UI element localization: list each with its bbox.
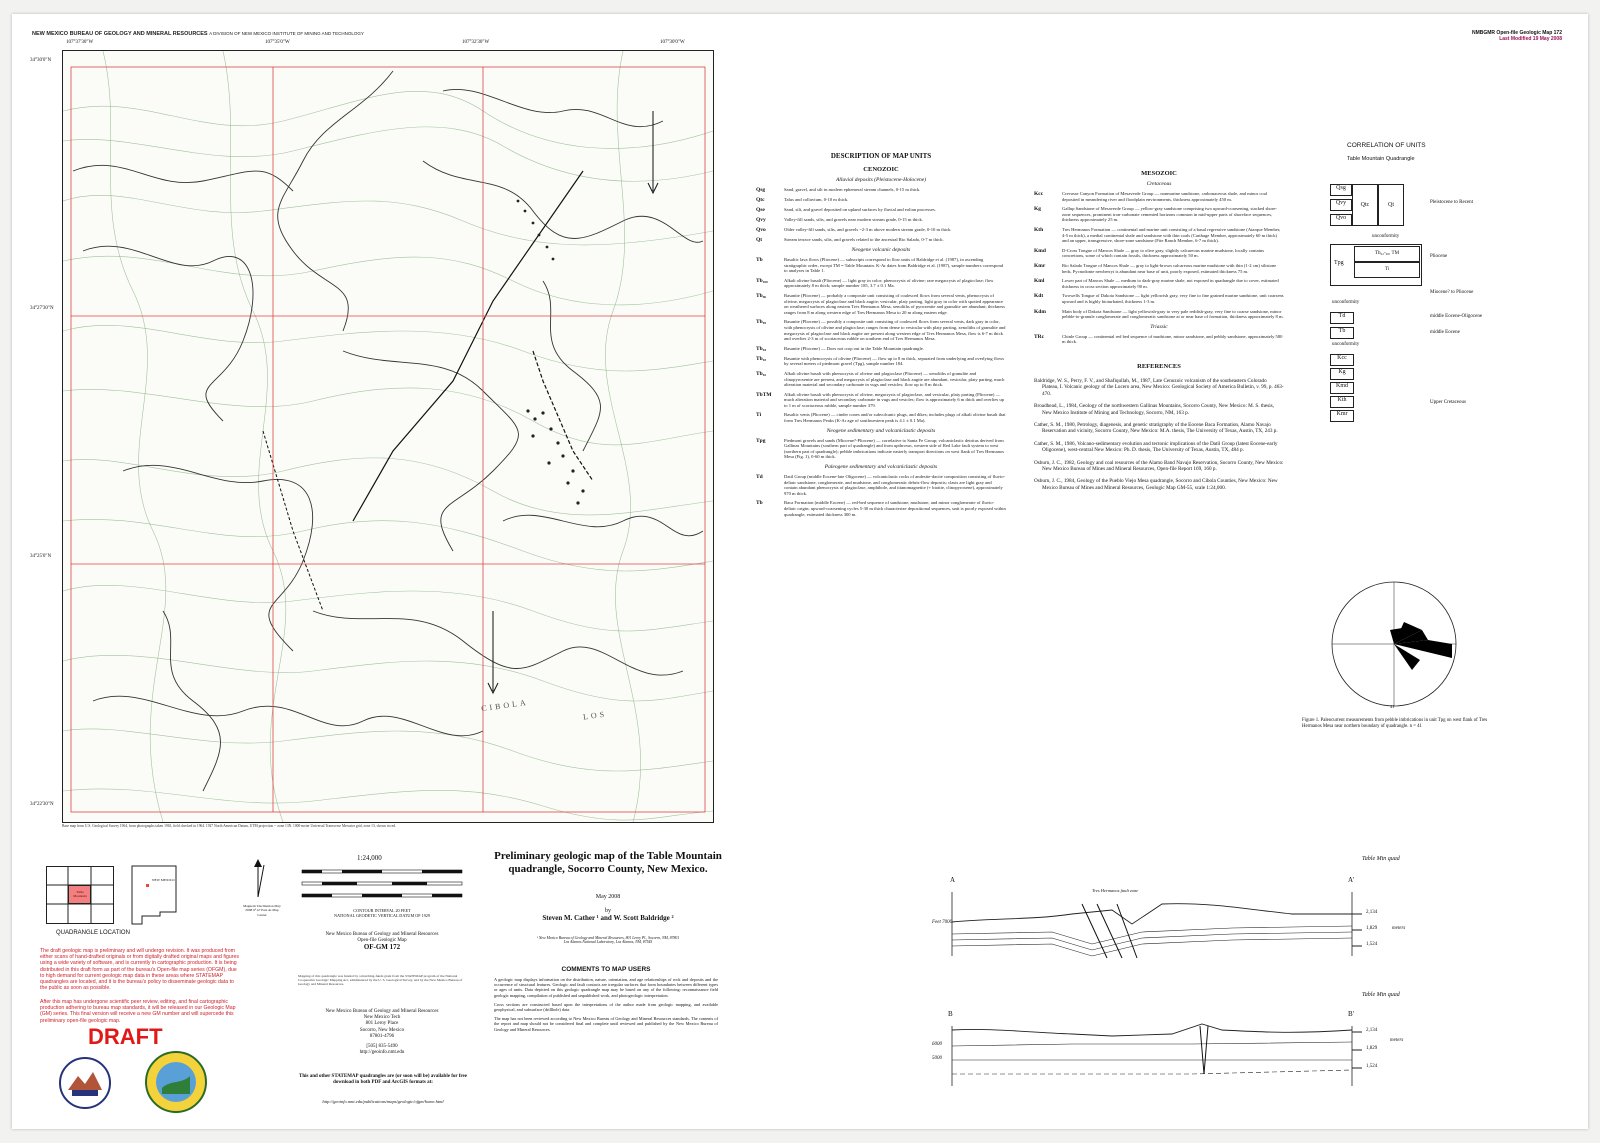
reference-item: Osburn, J. C., 1982, Geology and coal resources of the Alamo Band Navajo Reservation, Socorro County, New Mexico: New Mexico Bureau of Mines and Mineral Resources, Open-file Report 169, 160 p.	[1034, 459, 1284, 472]
nmbgmr-logo-drawing	[58, 1056, 112, 1110]
section-b-tick-3: 1,524	[1366, 1064, 1378, 1069]
statemap-logo	[144, 1050, 208, 1114]
unit-code: Kcc	[1034, 191, 1044, 197]
comments-paragraph-1: A geologic map displays information on the distribution, nature, orientation, and age relationships of rock and deposits and the occurrence of structural features. Geologic and fault contacts are irregular surfaces that form boundaries between different types or ages of units. Data depicted on this geologic quadrangle map may be based on any of the following: reconnaissance field geologic mapping, compilation of published and unpublished work, and photogeologic interpretation.	[494, 977, 718, 998]
unit-entry	[756, 257, 1006, 274]
comments-paragraph-3: The map has not been reviewed according to New Mexico Bureau of Geology and Mineral Resources standards. The contents of the report and map should not be considered final and complete until reviewed and published by the New Mexico Bureau of Geology and Mineral Resources.	[494, 1016, 718, 1032]
section-b-end: B'	[1348, 1010, 1354, 1018]
nmbgmr-logo	[58, 1056, 112, 1110]
by-label: by	[605, 908, 611, 914]
draft-notice-2: After this map has undergone scientific peer review, editing, and final cartographic production adhering to bureau map standards, it will be released in our Geologic Map (GM) series. This final version will receive a new GM number and will supercede this preliminary open-file geologic map.	[40, 999, 236, 1024]
section-a-start: A	[950, 876, 956, 884]
unit-description: Rio Salado Tongue of Mancos Shale — gray to light-brown calcareous marine mudstone with thin (1-2 cm) siltstone beds, Pycnodonte newberryi is abundant near base of unit, poorly exposed, estimated thickness 75 m.	[1062, 262, 1277, 274]
map-title-line-1: Preliminary geologic map of the Table Mountain	[494, 850, 722, 862]
web-url[interactable]: http://geoinfo.nmt.edu	[359, 1050, 405, 1056]
vertical-datum: NATIONAL GEODETIC VERTICAL DATUM OF 1929	[333, 913, 430, 918]
section-b-tick-2: 1,829	[1366, 1046, 1378, 1051]
correlation-title: CORRELATION OF UNITS	[1347, 142, 1426, 149]
unit-code: Tb	[756, 500, 763, 507]
coord-top-4: 107°30'0"W	[660, 40, 685, 45]
section-a-tick-1: 2,134	[1366, 910, 1378, 915]
statemap-availability: This and other STATEMAP quadrangles are (or soon will be) available for free download in both PDF and ArcGIS formats at:	[299, 1074, 467, 1085]
agency-header: NEW MEXICO BUREAU OF GEOLOGY AND MINERAL RESOURCES A DIVISION OF NEW MEXICO INSTITUTE OF MINING AND TECHNOLOGY	[32, 31, 364, 37]
box-td: Td	[1330, 312, 1354, 324]
unit-description: Lower part of Mancos Shale — medium to dark-gray marine shale, not exposed in quadrangle due to cover, estimated thickness in cross section approximately 90 m.	[1062, 278, 1279, 289]
coord-left-4: 34°22'30"N	[30, 802, 54, 807]
authors: Steven M. Cather ¹ and W. Scott Baldridge ²	[542, 914, 674, 922]
unit-code: Tb₉₄	[756, 345, 767, 352]
unit-entry	[1034, 293, 1284, 304]
unit-description: Basanite (Pliocene) — possibly a composite unit consisting of coalesced flows from several vents, dark gray in color, with phenocrysts of olivine and plagioclase; ranges from dense to vesicular with platy parting, xenoliths of granulite and megacrysts of plagioclase and black augite are present along western edge of Tres Hermanos Mesa, flow is 6-7 m thick and overlies 2-3 m of scoriaceous rubble on southern end of Tres Hermanos Mesa.	[784, 319, 1006, 342]
map-base-credit: Base map from U.S. Geological Survey 1964, from photographs taken 1963, field checked in 1964. 1927 North American Datum, UTM projection -- zone 13N. 1000-meter Universal Transverse Mercator grid, zone 13, shown in red.	[62, 824, 397, 828]
series-number: NMBGMR Open-file Geologic Map 172	[1471, 30, 1562, 36]
utm-grid	[71, 67, 705, 812]
unit-code: Tb₁₀₀	[756, 277, 768, 284]
unit-code: Kth	[1034, 226, 1044, 233]
coord-top-1: 107°37'30"W	[66, 40, 94, 45]
address-line-1: New Mexico Bureau of Geology and Mineral Resources	[325, 1009, 439, 1014]
volcanic-unit-list	[756, 257, 1006, 424]
unit-entry	[756, 356, 1006, 367]
unit-entry	[756, 278, 1006, 289]
section-b-feet-6000: 6000	[932, 1042, 942, 1047]
age-miocene: Miocene? to Pliocene	[1430, 290, 1474, 295]
coord-top-2: 107°35'0"W	[265, 40, 290, 45]
title-block	[488, 850, 728, 944]
box-qvo: Qvo	[1330, 214, 1352, 226]
unit-description: Main body of Dakota Sandstone — light yellowish-gray to very pale reddish-gray, very fine to coarse sandstone, minor pebble-to-granule conglomerate and conglomeratic sandstone at or near base of formation, thickness approximately 8 m.	[1062, 308, 1284, 320]
contour-note	[302, 908, 462, 918]
reference-item: Baldridge, W. S., Perry, F. V., and Shafiqullah, M., 1987, Late Cenozoic volcanism of the southeastern Colorado Plateau, I. Volcanic geology of the Lucero area, New Mexico: Geological Society of America Bulletin, v. 99, p. 463-470.	[1034, 377, 1284, 397]
coord-top-3: 107°32'30"W	[462, 40, 490, 45]
unit-description: Alkali olivine basalt with phenocrysts of olivine, megacrysts of plagioclase, and vesicular, platy parting (Pliocene) — much alteration material and secondary carbonate in vugs and vesicles; flow is approximately 6 m thick and overlies up to 1 m of scoriaceous rubble, sample number 379.	[784, 391, 1004, 408]
unit-descriptions-cenozoic	[756, 152, 1006, 521]
box-kth: Kth	[1330, 396, 1354, 408]
reference-item: Broadhead, L., 1984, Geology of the northwestern Gallinas Mountains, Socorro County, New Mexico: M. S. thesis, New Mexico Institute of Mining and Technology, Socorro, NM, 163 p.	[1034, 403, 1274, 416]
unit-entry	[756, 237, 1006, 243]
geologic-map[interactable]	[62, 50, 714, 823]
unit-code: Tb	[756, 257, 763, 263]
topo-contours	[63, 51, 713, 822]
phone: [505] 835-5490	[366, 1044, 398, 1050]
neogene-sed-heading: Neogene sedimentary and volcaniclastic deposits	[826, 427, 936, 434]
comments-paragraph-2: Cross sections are constructed based upon the interpretations of the author made from geologic mapping, and available geophysical, and subsurface (drillhole) data.	[494, 1001, 718, 1013]
unit-code: Kdm	[1034, 308, 1046, 315]
download-url[interactable]: http://geoinfo.nmt.edu/publications/maps/geologic/ofgm/home.html	[322, 1099, 444, 1104]
unit-entry	[1034, 263, 1284, 274]
coord-left-2: 34°27'30"N	[30, 306, 54, 311]
unit-code: Qvy	[756, 217, 766, 223]
unit-entry	[756, 371, 1006, 388]
unit-entry	[756, 474, 1006, 496]
unit-description: Sand, silt, and gravel deposited on upland surfaces by fluvial and eolian processes.	[784, 207, 936, 212]
unit-code: Tb₉₂	[756, 370, 767, 377]
unit-description: Alkali olivine basalt with phenocrysts of olivine and plagioclase (Pliocene) — xenoliths of granulite and clinopyroxenite are present, and megacrysts of plagioclase and black augite are abundant, vesicular, platy parting, much alteration material and secondary carbonate in vugs and vesicles; flow up to 8 m thick.	[784, 370, 1005, 388]
unit-code: TRc	[1034, 333, 1045, 340]
map-drawing	[63, 51, 713, 822]
cross-section-a	[932, 856, 1552, 984]
publisher-name: New Mexico Bureau of Geology and Mineral Resources	[325, 932, 439, 937]
unit-entry	[1034, 278, 1284, 289]
map-date: May 2008	[595, 894, 621, 900]
unit-code: Qtc	[756, 197, 765, 203]
box-kmr: Kmr	[1330, 410, 1354, 422]
age-eocene-oligocene: middle Eocene-Oligocene	[1430, 314, 1483, 319]
quad-location-title: QUADRANGLE LOCATION	[56, 930, 130, 936]
nm-outline-drawing	[130, 864, 180, 926]
paleocurrent-rose-diagram	[1322, 574, 1472, 714]
age-pleistocene: Pleistocene to Recent	[1430, 200, 1474, 205]
unit-entry	[1034, 334, 1284, 345]
map-sheet	[12, 14, 1588, 1129]
unit-code: Td	[756, 474, 763, 481]
section-a-tick-2: 1,829	[1366, 926, 1378, 931]
unit-description: Tres Hermanos Formation — continental and marine unit consisting of a basal regressive sandstone (Atarque Member, 4-5 m thick), a medial continental shale and sandstone with thin coals (Carthage Member, approximately 60 m thick) and an upper, transgressive, shore-zone sandstone (Fite Ranch Member, 6-7 m thick).	[1062, 226, 1281, 244]
box-tb-pliocene: Tb₉₂-₉₆, TM	[1354, 246, 1420, 262]
place-label-los: LOS	[582, 709, 608, 722]
cross-section-b	[932, 992, 1552, 1114]
age-pliocene: Pliocene	[1430, 254, 1448, 259]
unit-entry	[1034, 248, 1284, 259]
comments-block	[494, 966, 718, 1032]
cross-section-b-drawing	[932, 1004, 1552, 1114]
address-line-2: New Mexico Tech	[363, 1015, 401, 1021]
unit-entry	[756, 346, 1006, 352]
scale-ratio: 1:24,000	[357, 854, 382, 862]
neogene-sed-unit-list	[756, 438, 1006, 460]
comments-title: COMMENTS TO MAP USERS	[561, 966, 651, 973]
place-label-cibola: CIBOLA	[480, 697, 530, 714]
address-block	[302, 1009, 462, 1056]
unit-entry	[756, 293, 1006, 315]
alluvial-heading: Alluvial deposits (Pleistocene-Holocene)	[835, 177, 927, 183]
unit-description: Gallup Sandstone of Mesaverde Group — yellow-gray sandstone comprising two upward-coarsening, stacked shore-zone sequences, prominent iron-carbonate cemented horizons common in mid-upper parts of shoreface sequences, thickness approximately 25 m.	[1062, 206, 1277, 223]
statemap-logo-drawing	[144, 1050, 208, 1114]
section-a-tick-3: 1,524	[1366, 942, 1378, 947]
unit-description: Twowells Tongue of Dakota Sandstone — light yellowish gray, very fine to fine grained marine sandstone, unit coarsens upward and is highly bioturbated, thickness 1-3 m.	[1062, 293, 1284, 304]
correlation-chart	[1312, 142, 1572, 462]
box-tb-eocene: Tb	[1330, 327, 1354, 339]
paleogene-heading: Paleogene sedimentary and volcaniclastic deposits	[824, 464, 938, 471]
unit-code: Tb₉₆	[756, 292, 767, 299]
cretaceous-unit-list	[1034, 191, 1284, 320]
north-arrow	[248, 857, 268, 906]
publisher-number: OF-GM 172	[363, 943, 401, 951]
unconformity-3: unconformity	[1332, 342, 1360, 347]
nm-label: NEW MEXICO	[152, 878, 175, 882]
north-arrow-drawing	[248, 857, 268, 901]
references-title: REFERENCES	[1137, 362, 1181, 370]
declination-note: Magnetic Declination May 2008 9°12' East At Map Center	[243, 904, 281, 917]
quad-highlight-label: Table Mountain	[73, 890, 87, 898]
unit-code: Qse	[756, 207, 765, 213]
unconformity-2: unconformity	[1332, 300, 1360, 305]
cretaceous-heading: Cretaceous	[1146, 181, 1172, 187]
box-qvy: Qvy	[1330, 199, 1352, 211]
last-modified: Last Modified 19 May 2008	[1499, 36, 1562, 42]
unit-description: Baca Formation (middle Eocene) — red-bed sequence of sandstone, mudstone, and minor conglomerate of fluvio-deltaic origin; upward-coarsening cycles 5-30 m thick characterize depositional sequences, unit is poorly exposed within quadrangle, estimated thickness 300 m.	[784, 500, 1006, 517]
unit-description: Basaltic vents (Pliocene) — cinder cones and/or subvolcanic plugs, and dikes; includes plugs of alkali olivine basalt that form Tres Hermanos Peaks (K-Ar age of southwestern peak is 4.1 ± 0.1 Ma).	[784, 412, 1006, 424]
alluvial-unit-list	[756, 187, 1006, 243]
section-a-fault-label: Tres Hermanos fault zone	[1092, 888, 1139, 893]
unconformity-1: unconformity	[1372, 234, 1400, 239]
unit-code: Tb₉₃	[756, 355, 767, 362]
unit-entry	[756, 500, 1006, 517]
unit-description: Alkali olivine basalt (Pliocene) — light gray in color; phenocrysts of olivine; rare megacrysts of plagioclase; flow approximately 8 m thick; sample number 185, 3.7 ± 0.1 Ma.	[784, 277, 994, 289]
figure-1-caption: Figure 1. Paleocurrent measurements from pebble imbrications in unit Tpg on west flank of Tres Hermanos Mesa near northern boundary of quadrangle. n = 41	[1302, 718, 1488, 729]
unit-code: Qvo	[756, 227, 766, 233]
unit-entry	[756, 207, 1006, 213]
box-kcc: Kcc	[1330, 354, 1354, 366]
unit-code: Tb₉₅	[756, 319, 767, 326]
coord-left-1: 34°30'0"N	[30, 58, 52, 63]
unit-entry	[1034, 309, 1284, 320]
triassic-heading: Triassic	[1150, 323, 1168, 330]
unit-description: Sand, gravel, and silt in modern ephemeral stream channels, 0-15 m thick.	[784, 187, 921, 192]
unit-entry	[756, 217, 1006, 223]
unit-description: Stream terrace sands, silts, and gravels related to the ancestral Rio Salado, 0-7 m thick.	[784, 237, 944, 242]
draft-notice: The draft geologic map is preliminary and will undergo revision. It was produced from either scans of hand-drafted originals or from digitally drafted original maps and figures using a wide variety of software, and is currently in cartographic production. It is being distributed in this draft form as part of the bureau's Open-file map series (OFGM), due to high demand for current geologic map data in these areas where STATEMAP quadrangles are located, and it is the bureau's policy to disseminate geologic data to the public as soon as possible.	[40, 948, 239, 992]
fault-lines	[263, 111, 658, 693]
unit-entry	[756, 392, 1006, 409]
unit-code: Tpg	[756, 437, 766, 444]
section-a-quad: Table Mtn quad	[1362, 856, 1400, 862]
unit-code: Kdt	[1034, 293, 1044, 300]
unit-description: Crevasse Canyon Formation of Mesaverde Group — nonmarine sandstone, carbonaceous shale, and minor coal deposited in meandering river and floodplain environments, thickness approximately 450 m.	[1062, 191, 1268, 202]
reference-item: Cather, S. M., 1986, Volcano-sedimentary evolution and tectonic implications of the Datil Group (latest Eocene-early Oligocene), west-central New Mexico: Ph. D. thesis, The University of Texas, Austin, TX, 484 p.	[1034, 440, 1278, 454]
unit-entry	[756, 438, 1006, 460]
geologic-contacts	[73, 71, 703, 791]
unit-code: Qsg	[756, 187, 766, 193]
paleogene-unit-list	[756, 474, 1006, 517]
unit-description: Basanite (Pliocene) — Does not crop out in the Table Mountain quadrangle.	[784, 345, 924, 351]
box-ti: Ti	[1354, 262, 1420, 278]
box-qsg: Qsg	[1330, 184, 1352, 196]
triassic-unit-list	[1034, 334, 1284, 345]
unit-description: Basaltic lava flows (Pliocene) — subscripts correspond to flow units of Baldridge et al. (1987), in ascending stratigraphic order, except TM = Table Mountain. K-Ar dates from Baldridge et al. (1987), sample numbers correspond to analyses in Table 1.	[784, 257, 1004, 274]
box-qt: Qt	[1378, 184, 1404, 226]
statemap-credit: Mapping of this quadrangle was funded by a matching-funds grant from the STATEMAP program of the National Cooperative Geologic Mapping Act, administered by the U. S. Geological Survey, and by the New Mexico Bureau of Geology and Mineral Resources.	[298, 974, 463, 987]
affiliation-1: ¹ New Mexico Bureau of Geology and Mineral Resources, 801 Leroy Pl., Socorro, NM, 87801	[536, 936, 680, 940]
section-b-quad: Table Mtn quad	[1362, 992, 1400, 998]
box-kmd: Kmd	[1330, 382, 1354, 394]
correlation-subtitle: Table Mountain Quadrangle	[1347, 156, 1415, 162]
units-title: DESCRIPTION OF MAP UNITS	[830, 152, 932, 160]
series-header	[1472, 30, 1562, 42]
unit-description: Valley-fill sands, silts, and gravels near modern stream grade, 0-15 m thick.	[784, 217, 923, 222]
unit-entry	[756, 227, 1006, 233]
unit-descriptions-mesozoic	[1034, 170, 1284, 497]
unit-description: Basanite (Pliocene) — probably a composite unit consisting of coalesced flows from several vents, phenocrysts of olivine, megacrysts of plagioclase and black augite; vesicular, platy parting, light gray in color with spotted appearance on weathered surfaces along eastern Tres Hermanos Mesa, xenoliths of pyroxenite and granulite are abundant; thickness ranges from 8 m along western edge of Tres Hermanos Mesa to 20 m along eastern edge.	[784, 292, 1005, 315]
unit-code: Qt	[756, 237, 763, 243]
section-a-end: A'	[1348, 876, 1355, 884]
box-tpg-label: Tpg	[1334, 260, 1344, 266]
unit-code: Kmr	[1034, 262, 1046, 269]
unit-description: Talus and colluvium, 0-10 m thick.	[784, 197, 849, 202]
unit-code: Kml	[1034, 278, 1045, 285]
unit-code: Ti	[756, 412, 762, 419]
scale-bars	[297, 866, 467, 902]
unit-description: Datil Group (middle Eocene-late Oligocene) — volcaniclastic rocks of andesite-dacite composition consisting of fluvio-deltaic sandstone, conglomerate, and mudstone, and conglomeratic debris-flow deposits; clasts are light gray and contain abundant phenocrysts of plagioclase, amphibole, and titanomagnetite (+ biotite, clinopyroxene), approximately 970 m thick.	[784, 474, 1006, 496]
section-a-meters: meters	[1392, 926, 1406, 931]
unit-description: Piedmont gravels and sands (Miocene?-Pliocene) — correlative to Santa Fe Group; volcaniclastic detritus derived from Gallinas Mountains (southern part of quadrangle) and from upthrown, western side of Red Lake fault system to west (northern part of quadrangle); pebble imbrications indicate easterly transport directions on west flank of Tres Hermanos Mesa (Fig. 1), 0-60 m thick.	[784, 437, 1005, 460]
section-b-feet-5000: 5000	[932, 1056, 942, 1061]
publisher-block	[302, 932, 462, 950]
unit-description: Chinle Group — continental red bed sequence of mudstone, minor sandstone, and pebbly sandstone, approximately 580 m thick.	[1062, 333, 1283, 345]
publisher-series: Open-file Geologic Map	[357, 938, 407, 943]
unit-entry	[756, 412, 1006, 423]
contour-interval: CONTOUR INTERVAL 20 FEET	[353, 908, 411, 913]
affiliation-2: Los Alamos National Laboratory, Los Alamos, NM, 87545	[563, 940, 653, 944]
section-b-meters: meters	[1390, 1038, 1404, 1043]
age-middle-eocene: middle Eocene	[1430, 330, 1460, 335]
rose-n: 41	[1390, 704, 1395, 709]
box-qtc: Qtc	[1352, 184, 1378, 226]
age-upper-cretaceous: Upper Cretaceous	[1430, 400, 1466, 405]
unit-code: TbTM	[756, 391, 772, 398]
unit-entry	[756, 197, 1006, 203]
cross-section-a-drawing	[932, 874, 1552, 984]
section-b-start: B	[948, 1010, 953, 1018]
section-b-tick-1: 2,134	[1366, 1028, 1378, 1033]
era-cenozoic: CENOZOIC	[863, 166, 899, 173]
new-mexico-outline	[130, 864, 180, 926]
map-title-line-2: quadrangle, Socorro County, New Mexico.	[508, 863, 708, 875]
unit-entry	[1034, 191, 1284, 202]
reference-item: Cather, S. M., 1980, Petrology, diagenesis, and genetic stratigraphy of the Eocene Baca Formation, Alamo Navajo Reservation and vicinity, Socorro County, New Mexico: M.A. thesis, The University of Texas, Austin, TX, 243 p.	[1034, 421, 1278, 435]
unit-code: Kg	[1034, 206, 1042, 213]
unit-code: Kmd	[1034, 247, 1046, 254]
rose-diagram-drawing	[1322, 574, 1472, 714]
coord-left-3: 34°25'0"N	[30, 554, 52, 559]
references-list	[1034, 378, 1284, 491]
reference-item: Osburn, J. C., 1984, Geology of the Pueblo Viejo Mesa quadrangle, Socorro and Cibola Counties, New Mexico: New Mexico Bureau of Mines and Mineral Resources, Geologic Map GM-55, scale 1:24,000.	[1034, 478, 1278, 491]
unit-description: Older valley-fill sands, silts, and gravels ~2-3 m above modern stream grade, 0-10 m thick.	[784, 227, 952, 232]
unit-description: D-Cross Tongue of Mancos Shale — gray to olive gray, slightly calcareous marine mudstone, locally contains concretions, some of which contain fossils, thickness approximately 50 m.	[1062, 247, 1265, 259]
unit-description: Basanite with phenocrysts of olivine (Pliocene) — flow up to 8 m thick, separated from underlying and overlying flows by several meters of piedmont gravel (Tpg), sample number 184.	[784, 355, 1005, 367]
address-line-4: Socorro, New Mexico	[359, 1027, 405, 1033]
address-line-3: 801 Leroy Place	[365, 1021, 399, 1027]
quad-location-grid	[46, 866, 114, 924]
unit-entry	[756, 187, 1006, 193]
unit-entry	[1034, 206, 1284, 223]
address-line-5: 87801-4796	[369, 1033, 395, 1039]
unit-entry	[756, 319, 1006, 341]
era-mesozoic: MESOZOIC	[1141, 170, 1177, 177]
draft-label: DRAFT	[88, 1024, 163, 1049]
scale-bars-drawing	[297, 866, 467, 902]
box-kg: Kg	[1330, 368, 1354, 380]
volcanic-heading: Neogene volcanic deposits	[851, 247, 911, 253]
unit-entry	[1034, 227, 1284, 244]
section-a-feet: Feet 7000	[932, 920, 953, 925]
